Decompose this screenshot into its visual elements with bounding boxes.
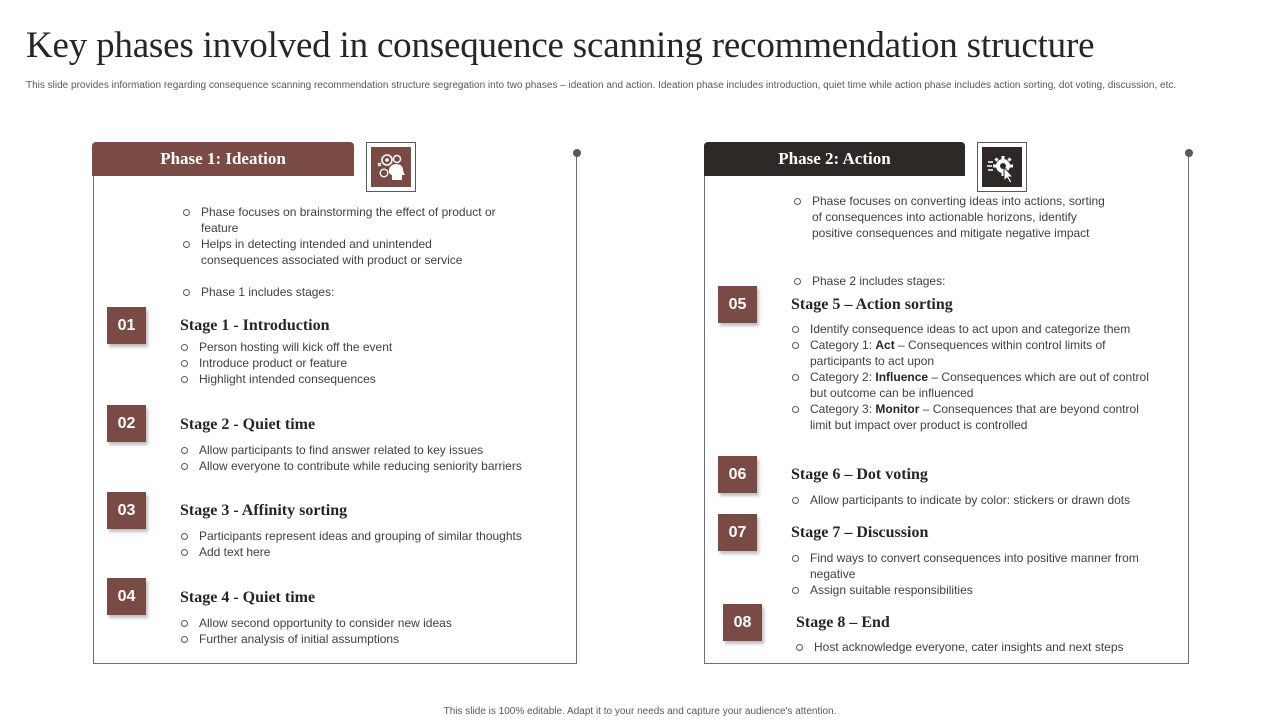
panel-corner-dot — [573, 149, 581, 157]
phase1-icon-box — [366, 142, 416, 192]
list-item: Introduce product or feature — [179, 355, 559, 371]
stage-number-badge: 07 — [718, 514, 757, 551]
stage-items — [179, 339, 559, 387]
stage-items — [179, 442, 569, 474]
list-item — [790, 337, 1150, 369]
stage-items — [794, 639, 1184, 655]
category-name: Influence — [875, 370, 929, 384]
list-item: Highlight intended consequences — [179, 371, 559, 387]
stage-items — [179, 528, 569, 560]
stage-title: Stage 2 - Quiet time — [180, 416, 316, 433]
category-text: – Consequences that are beyond control limit but impact over product is controlled — [810, 402, 1139, 432]
stage-number-badge: 03 — [107, 492, 146, 529]
category-text: – Consequences within control limits of participants to act upon — [810, 338, 1106, 368]
list-item: Further analysis of initial assumptions — [179, 631, 569, 647]
list-item: Participants represent ideas and grouping of similar thoughts — [179, 528, 569, 544]
stage-number-badge: 01 — [107, 307, 146, 344]
phase1-header: Phase 1: Ideation — [92, 142, 354, 176]
stage-items — [790, 550, 1150, 598]
stage-title: Stage 7 – Discussion — [791, 524, 929, 541]
stage-number-badge: 08 — [723, 604, 762, 641]
list-item: Person hosting will kick off the event — [179, 339, 559, 355]
stage-title: Stage 6 – Dot voting — [791, 466, 928, 483]
list-item: Add text here — [179, 544, 569, 560]
stage-items — [790, 492, 1180, 508]
list-item: Find ways to convert consequences into positive manner from negative — [790, 550, 1150, 582]
stage-title: Stage 8 – End — [796, 614, 890, 631]
list-item: Phase focuses on brainstorming the effect of product or feature — [181, 204, 501, 236]
list-item: Allow everyone to contribute while reducing seniority barriers — [179, 458, 569, 474]
phase2-header: Phase 2: Action — [704, 142, 965, 176]
slide-subtitle: This slide provides information regarding consequence scanning recommendation structure segregation into two phases – ideation and action. Ideation phase includes introduction, quiet time while action phase includes action sorting, dot voting, discussion, etc. — [26, 80, 1177, 91]
list-item: Helps in detecting intended and unintended consequences associated with product or service — [181, 236, 501, 268]
phase2-includes — [792, 273, 1112, 289]
gear-click-action-icon — [982, 147, 1022, 187]
list-item: Allow participants to indicate by color: stickers or drawn dots — [790, 492, 1180, 508]
phase1-includes — [181, 284, 501, 300]
category-name: Act — [875, 338, 895, 352]
stage-title: Stage 3 - Affinity sorting — [180, 502, 348, 519]
category-label: Category 3: — [810, 402, 876, 416]
stage-number-badge: 02 — [107, 405, 146, 442]
list-item: Allow participants to find answer related to key issues — [179, 442, 569, 458]
stage-title: Stage 4 - Quiet time — [180, 589, 316, 606]
slide-title: Key phases involved in consequence scanning recommendation structure — [26, 25, 1095, 66]
category-label: Category 2: — [810, 370, 876, 384]
panel-corner-dot — [1185, 149, 1193, 157]
stage-items — [790, 321, 1150, 433]
stage-items — [179, 615, 569, 647]
list-item — [790, 369, 1150, 401]
phase2-icon-box — [977, 142, 1027, 192]
list-item: Phase 1 includes stages: — [181, 284, 501, 300]
list-item: Identify consequence ideas to act upon and categorize them — [790, 321, 1150, 337]
stage-title: Stage 5 – Action sorting — [791, 296, 953, 313]
category-label: Category 1: — [810, 338, 876, 352]
list-item: Phase focuses on converting ideas into actions, sorting of consequences into actionable horizons, identify positive consequences and mitigate negative impact — [792, 193, 1112, 241]
category-text: – Consequences which are out of control but outcome can be influenced — [810, 370, 1149, 400]
brainstorm-gears-head-icon — [371, 147, 411, 187]
category-name: Monitor — [875, 402, 920, 416]
phase2-intro-list — [792, 193, 1112, 241]
stage-number-badge: 06 — [718, 456, 757, 493]
list-item: Assign suitable responsibilities — [790, 582, 1150, 598]
stage-number-badge: 04 — [107, 578, 146, 615]
slide-footer: This slide is 100% editable. Adapt it to your needs and capture your audience's attention. — [443, 706, 837, 717]
list-item: Host acknowledge everyone, cater insights and next steps — [794, 639, 1184, 655]
list-item — [790, 401, 1150, 433]
list-item: Phase 2 includes stages: — [792, 273, 1112, 289]
list-item: Allow second opportunity to consider new ideas — [179, 615, 569, 631]
phase1-intro-list — [181, 204, 501, 268]
stage-number-badge: 05 — [718, 286, 757, 323]
stage-title: Stage 1 - Introduction — [180, 317, 330, 334]
